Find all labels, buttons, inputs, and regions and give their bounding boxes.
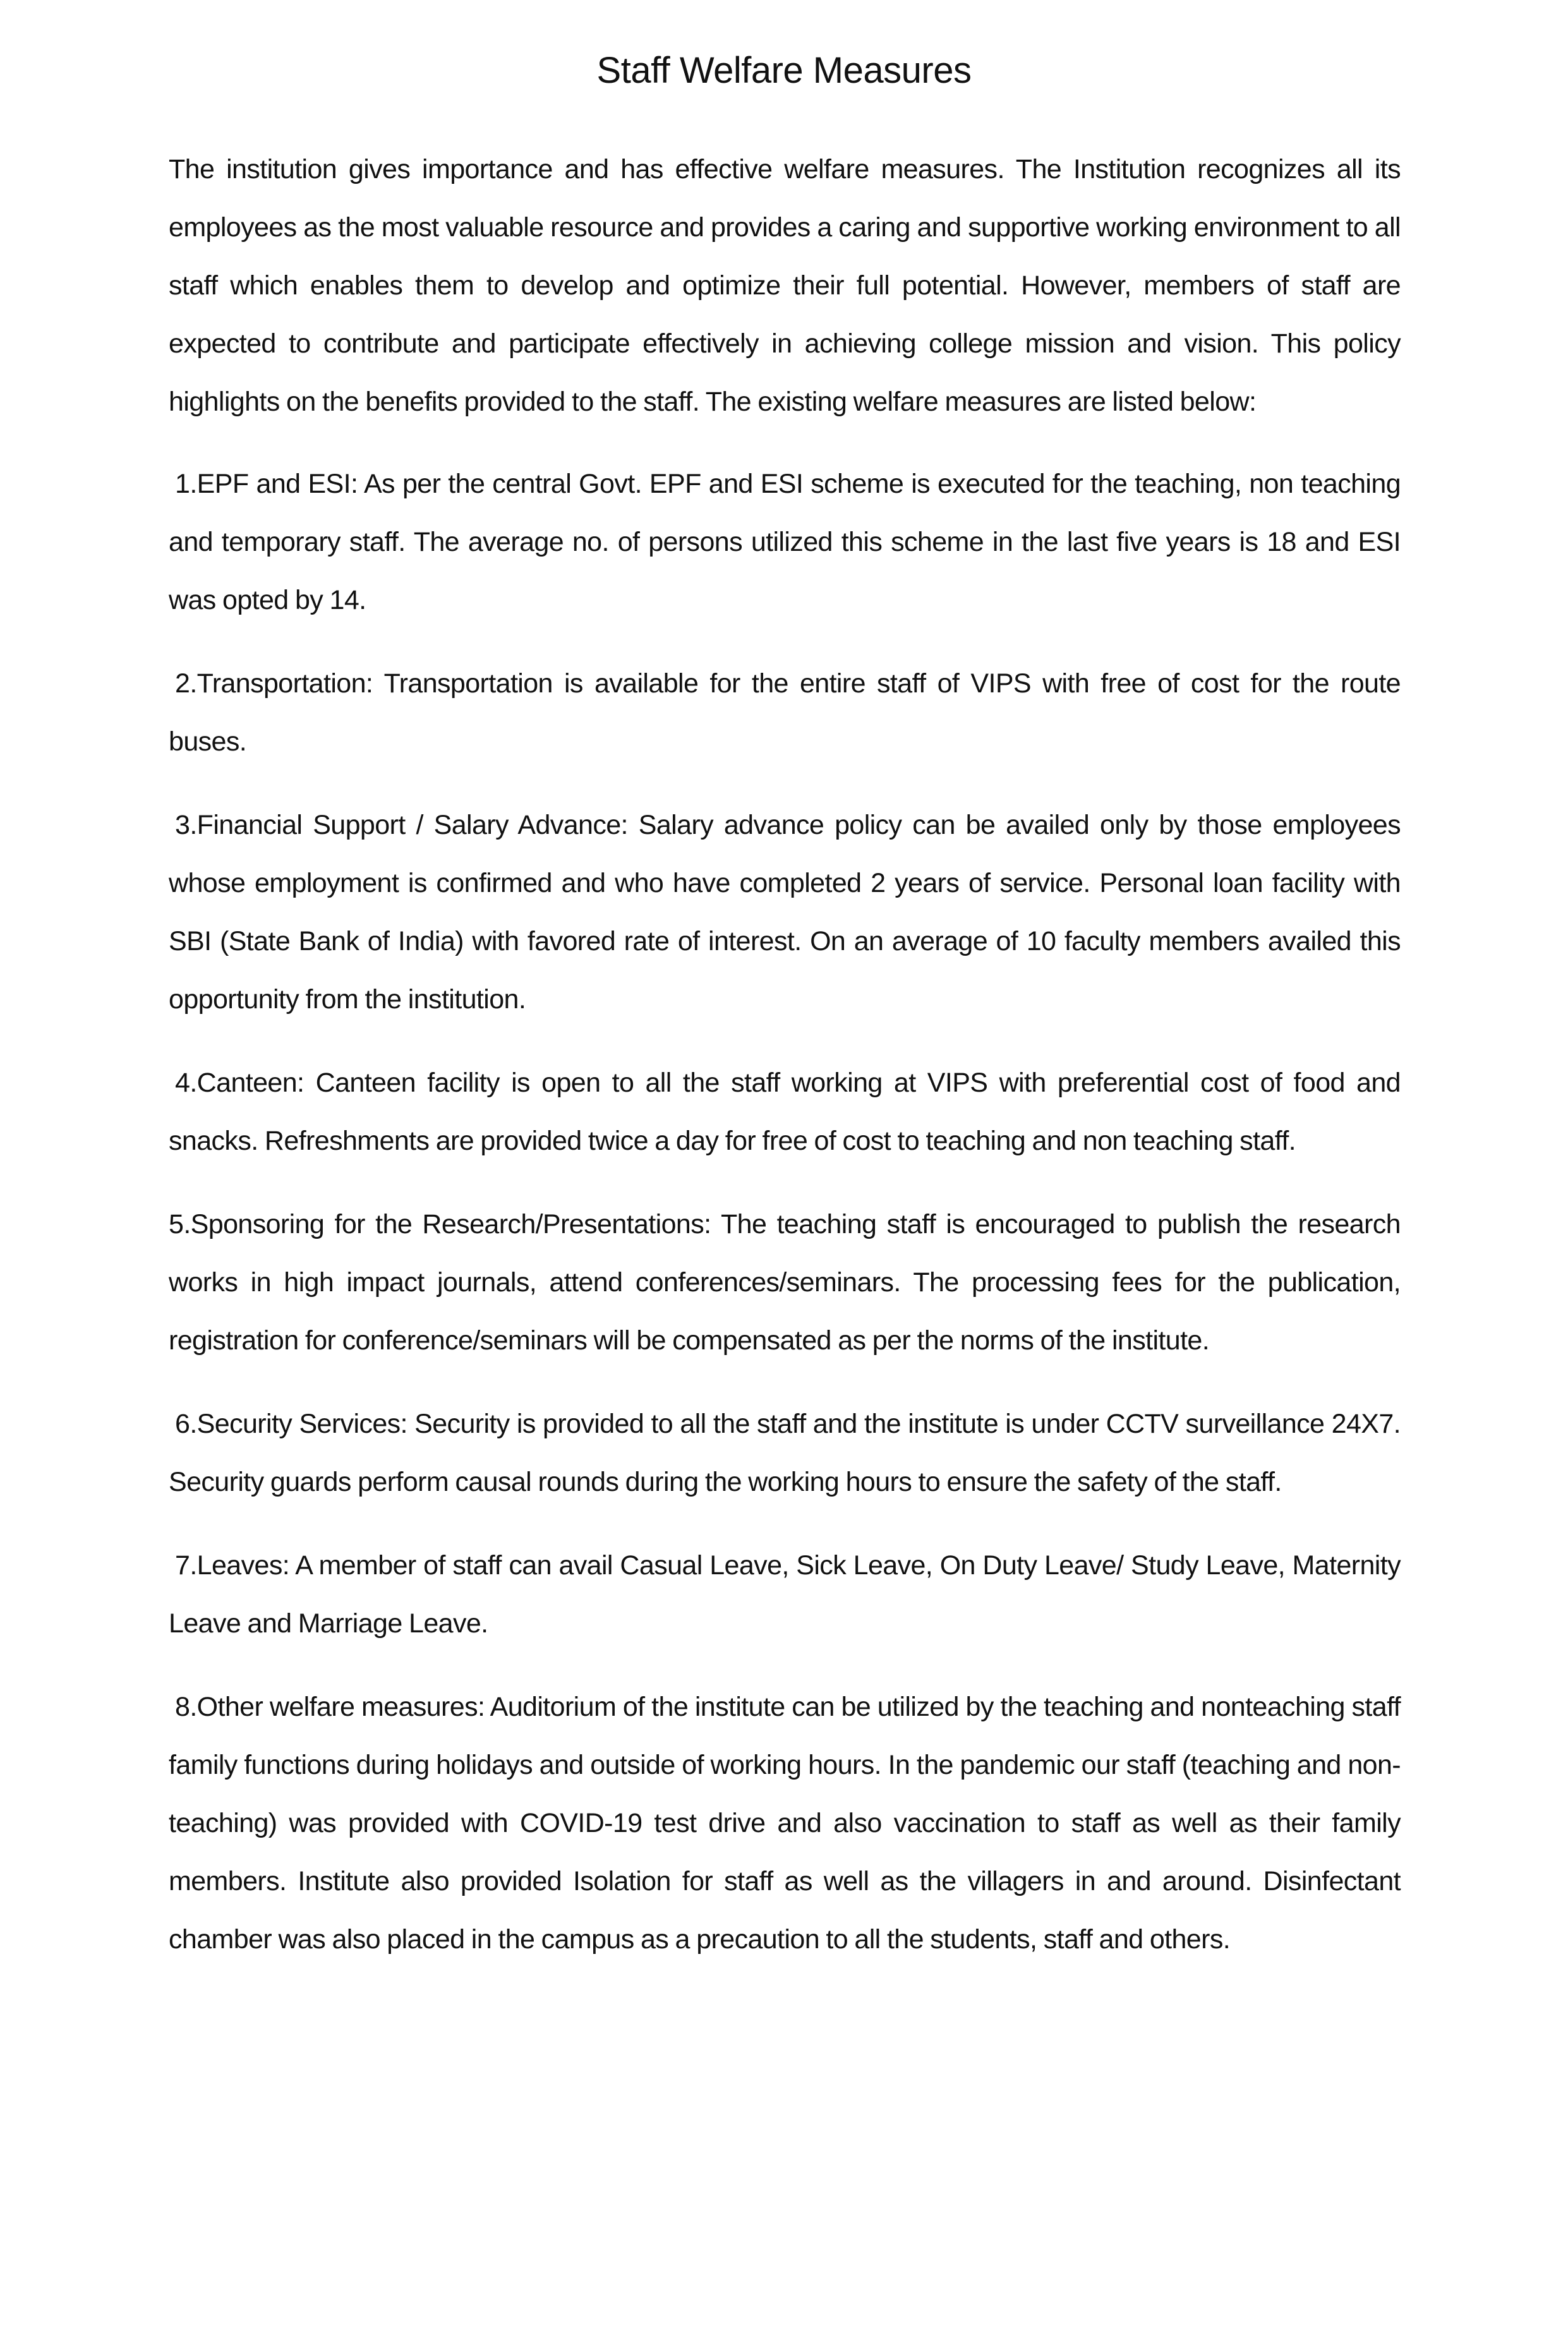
measure-heading: Sponsoring for the Research/Presentations: (190, 1209, 711, 1239)
measure-item-transportation (169, 654, 1401, 771)
measure-heading: Security Services: (196, 1409, 407, 1439)
measure-item-epf-esi (169, 455, 1401, 629)
measure-text: As per the central Govt. EPF and ESI scheme is executed for the teaching, non teaching and temporary staff. The average no. of persons utilized this scheme in the last five years is 18 and ESI was opted by 14. (169, 469, 1401, 615)
measure-text: Salary advance policy can be availed only by those employees whose employment is confirmed and who have completed 2 years of service. Personal loan facility with SBI (State Bank of India) with favored rate of interest. On an average of 10 faculty members availed this opportunity from the institution. (169, 810, 1401, 1015)
document-body (169, 140, 1401, 1994)
measure-text: Auditorium of the institute can be utilized by the teaching and nonteaching staff family functions during holidays and outside of working hours. In the pandemic our staff (teaching and non-teaching) was provided with COVID-19 test drive and also vaccination to staff as well as their family members. Institute also provided Isolation for staff as well as the villagers in and around. Disinfectant chamber was also placed in the campus as a precaution to all the students, staff and others. (169, 1692, 1401, 1955)
measure-heading: Financial Support / Salary Advance: (196, 810, 628, 840)
measure-number: 7. (175, 1550, 197, 1581)
measure-heading: Transportation: (196, 668, 373, 699)
measure-heading: Leaves: (196, 1550, 290, 1581)
measure-number: 6. (175, 1409, 197, 1439)
measure-item-canteen (169, 1054, 1401, 1170)
measure-heading: EPF and ESI: (196, 469, 358, 499)
measure-number: 4. (175, 1068, 197, 1098)
measure-text: Security is provided to all the staff and the institute is under CCTV surveillance 24X7. Security guards perform causal rounds during the working hours to ensure the safety of the staff. (169, 1409, 1401, 1497)
measure-text: Transportation is available for the entire staff of VIPS with free of cost for the route buses. (169, 668, 1401, 757)
measure-number: 2. (175, 668, 197, 699)
measure-item-leaves (169, 1536, 1401, 1653)
page-title: Staff Welfare Measures (596, 50, 972, 91)
measure-heading: Canteen: (196, 1068, 305, 1098)
measure-item-other-welfare (169, 1678, 1401, 1968)
measure-heading: Other welfare measures: (196, 1692, 485, 1722)
measure-item-research-sponsoring (169, 1195, 1401, 1370)
measure-text: A member of staff can avail Casual Leave, Sick Leave, On Duty Leave/ Study Leave, Maternity Leave and Marriage Leave. (169, 1550, 1401, 1639)
intro-paragraph: The institution gives importance and has effective welfare measures. The Institution recognizes all its employees as the most valuable resource and provides a caring and supportive working environment to all staff which enables them to develop and optimize their full potential. However, members of staff are expected to contribute and participate effectively in achieving college mission and vision. This policy highlights on the benefits provided to the staff. The existing welfare measures are listed below: (169, 154, 1401, 417)
measure-number: 3. (175, 810, 197, 840)
measure-number: 5. (169, 1209, 191, 1239)
measure-number: 8. (175, 1692, 197, 1722)
measure-item-security (169, 1395, 1401, 1511)
measure-number: 1. (175, 469, 197, 499)
measure-item-financial-support (169, 796, 1401, 1028)
measure-text: Canteen facility is open to all the staff working at VIPS with preferential cost of food and snacks. Refreshments are provided twice a day for free of cost to teaching and non teaching staff. (169, 1068, 1401, 1156)
measure-text: The teaching staff is encouraged to publish the research works in high impact journals, attend conferences/seminars. The processing fees for the publication, registration for conference/seminars will be compensated as per the norms of the institute. (169, 1209, 1401, 1356)
